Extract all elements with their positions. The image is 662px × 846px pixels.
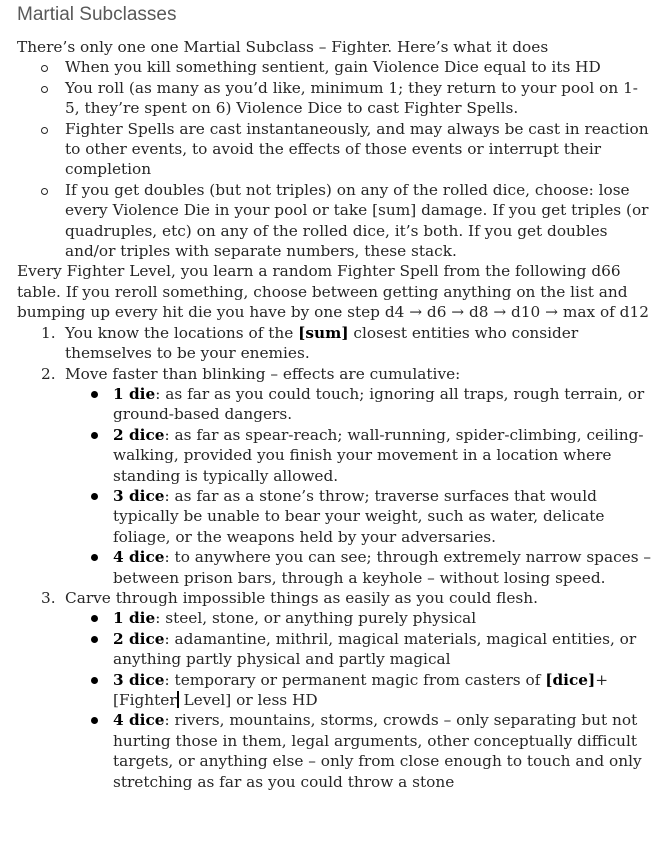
spell-item <box>41 588 652 792</box>
section-heading: Martial Subclasses <box>17 4 177 25</box>
dice-count: 1 die <box>113 384 156 403</box>
tier-text: : temporary or permanent magic from casters of <box>164 670 546 689</box>
rule-item: Fighter Spells are cast instantaneously, and may always be cast in reaction to other events, to avoid the effects of those events or interrupt their completion <box>65 119 652 180</box>
tier-text: : steel, stone, or anything purely physical <box>155 609 477 628</box>
tier-text: : adamantine, mithril, magical materials, magical entities, or anything partly physical and partly magical <box>113 629 637 669</box>
dice-tier-list <box>65 608 652 792</box>
spell-number: 1. <box>41 323 56 342</box>
dice-count: 4 dice <box>113 711 165 730</box>
tier-text: : as far as spear-reach; wall-running, spider-climbing, ceiling-walking, provided you finish your movement in a location where standing is typically allowed. <box>113 425 644 485</box>
tier-text: : as far as a stone’s throw; traverse surfaces that would typically be unable to bear your weight, such as water, delicate foliage, or the weapons held by your adversaries. <box>113 486 605 546</box>
spell-text: Move faster than blinking – effects are cumulative: <box>65 364 461 383</box>
rules-list <box>17 57 652 261</box>
spell-table <box>17 323 652 792</box>
spell-number: 3. <box>41 588 56 607</box>
dice-tier-list <box>65 384 652 588</box>
spell-item <box>41 323 652 364</box>
rule-item: If you get doubles (but not triples) on any of the rolled dice, choose: lose every Violence Die in your pool or take [sum] damage. If you get triples (or quadruples, etc) on any of the rolled dice, it’s both. If you get doubles and/or triples with separate numbers, these stack. <box>65 180 652 262</box>
dice-tier <box>113 547 652 588</box>
spell-number: 2. <box>41 364 56 383</box>
dice-count: 4 dice <box>113 548 165 567</box>
spell-text: Carve through impossible things as easily as you could flesh. <box>65 588 538 607</box>
dice-tier <box>113 608 652 628</box>
dice-tier <box>113 486 652 547</box>
intro-paragraph: There’s only one one Martial Subclass – Fighter. Here’s what it does <box>17 38 549 56</box>
level-paragraph: Every Fighter Level, you learn a random Fighter Spell from the following d66 table. If you reroll something, choose between getting anything on the list and bumping up every hit die you have by one step d4 → d6 → d8 → d10 → max of d12 <box>17 262 649 322</box>
tier-text: Level] or less HD <box>178 691 318 709</box>
spell-text: closest entities who consider themselves to be your enemies. <box>65 323 579 363</box>
dice-count: 2 dice <box>113 629 165 648</box>
dice-tier <box>113 629 652 670</box>
dice-count: 3 dice <box>113 670 165 689</box>
dice-count: 2 dice <box>113 425 165 444</box>
rule-item: When you kill something sentient, gain Violence Dice equal to its HD <box>65 57 652 77</box>
tier-text: : to anywhere you can see; through extremely narrow spaces – between prison bars, through a keyhole – without losing speed. <box>113 548 652 587</box>
dice-count: 3 dice <box>113 486 165 505</box>
spell-item <box>41 364 652 588</box>
rule-item: You roll (as many as you’d like, minimum 1; they return to your pool on 1-5, they’re spent on 6) Violence Dice to cast Fighter Spells. <box>65 78 652 119</box>
spell-text: You know the locations of the <box>65 323 299 342</box>
dice-count: 1 die <box>113 609 156 628</box>
dice-term: [dice] <box>545 670 596 689</box>
tier-text: : rivers, mountains, storms, crowds – only separating but not hurting those in them, legal arguments, other conceptually difficult targets, or anything else – only from close enough to touch and only stretching as far as you could throw a stone <box>113 711 642 791</box>
tier-text: +[Fighter <box>113 670 609 709</box>
sum-term: [sum] <box>298 323 349 342</box>
dice-tier <box>113 670 652 711</box>
dice-tier <box>113 384 652 425</box>
dice-tier <box>113 710 652 792</box>
tier-text: : as far as you could touch; ignoring all traps, rough terrain, or ground-based dangers. <box>113 384 645 424</box>
dice-tier <box>113 425 652 486</box>
